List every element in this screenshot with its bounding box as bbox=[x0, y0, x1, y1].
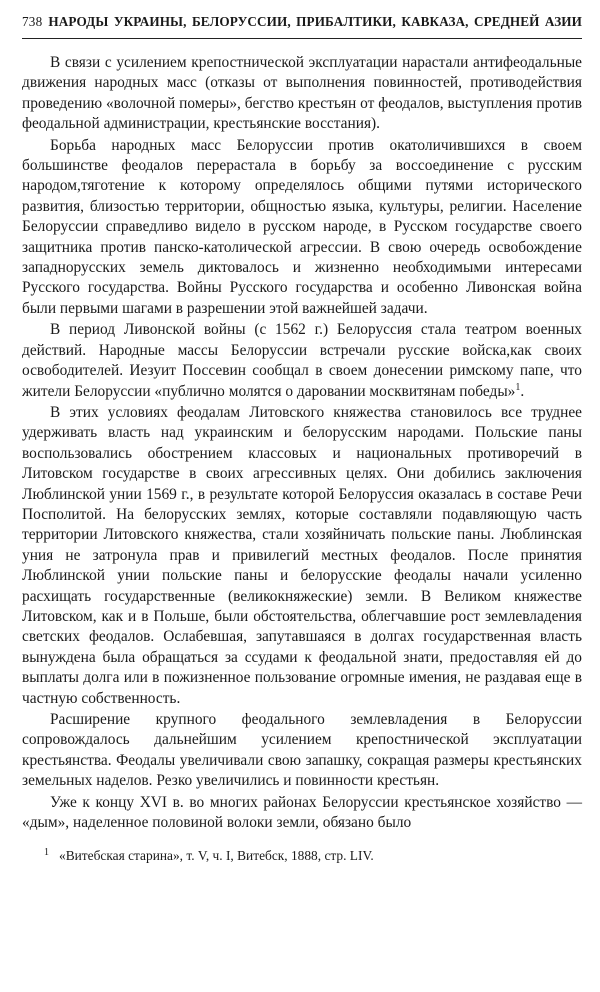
paragraph: Уже к концу XVI в. во многих районах Белоруссии крестьянское хозяйство — «дым», наделенное половиной волоки земли, обязано было bbox=[22, 793, 582, 832]
running-title: НАРОДЫ УКРАИНЫ, БЕЛОРУССИИ, ПРИБАЛТИКИ, КАВКАЗА, СРЕДНЕЙ АЗИИ bbox=[48, 14, 582, 29]
paragraph-with-footnote: В период Ливонской войны (с 1562 г.) Белоруссия стала театром военных действий. Народные массы Белоруссии встречали русские войска,как своих освободителей. Иезуит Поссевин сообщал в своем донесении римскому папе, что жители Белоруссии «публично молятся о даровании москвитянам победы»$^1$. bbox=[22, 321, 582, 400]
footnote-mark: 1 bbox=[44, 846, 49, 858]
footnote-text: «Витебская старина», т. V, ч. I, Витебск, 1888, стр. LIV. bbox=[59, 848, 374, 864]
book-page bbox=[22, 14, 582, 865]
page-number: 738 bbox=[22, 14, 43, 29]
footnote-reference[interactable]: 1 bbox=[515, 381, 521, 393]
footnote bbox=[22, 847, 582, 865]
page-header bbox=[22, 14, 582, 36]
paragraph: В этих условиях феодалам Литовского княжества становилось все труднее удерживать власть над украинским и белорусским народами. Польские паны воспользовались обострением классовых и национальных противоречий в Литовском государстве в своих агрессивных целях. Они добились заключения Люблинской унии 1569 г., в результате которой Белоруссия оказалась в составе Речи Посполитой. На белорусских землях, которые составляли подавляющую часть территории Литовского княжества, стали хозяйничать польские паны. Люблинская уния не затронула прав и привилегий местных феодалов. После принятия Люблинской унии польские паны и белорусские феодалы начали усиленно расхищать государственные (великокняжеские) земли. В Великом княжестве Литовском, как и в Польше, были обстоятельства, облегчавшие рост землевладения светских феодалов. Ослабевшая, запутавшаяся в долгах государственная власть вынуждена была обращаться за ссудами к феодальной знати, предоставляя ей до выплаты долга или в пожизненное пользование огромные имения, не раздавая еще в частную собственность. bbox=[22, 403, 582, 707]
header-rule bbox=[22, 38, 582, 39]
paragraph-text: В период Ливонской войны (с 1562 г.) Белоруссия стала театром военных действий. Народные массы Белоруссии встречали русские войска,как своих освободителей. Иезуит Поссевин сообщал в своем донесении римскому папе, что жители Белоруссии «публично молятся о даровании москвитянам победы» bbox=[22, 321, 582, 400]
paragraph: Расширение крупного феодального землевладения в Белоруссии сопровождалось дальнейшим усилением крепостнической эксплуатации крестьянства. Феодалы увеличивали свою запашку, сокращая размеры крестьянских земельных наделов. Резко увеличились и повинности крестьян. bbox=[22, 711, 582, 790]
paragraph: В связи с усилением крепостнической эксплуатации нарастали антифеодальные движения народных масс (отказы от выполнения повинностей, противодействия проведению «волочной померы», бегство крестьян от феодалов, выступления против феодальной администрации, крестьянские восстания). bbox=[22, 54, 582, 133]
paragraph: Борьба народных масс Белоруссии против окатоличившихся в своем большинстве феодалов перерастала в борьбу за воссоединение с русским народом,тяготение к которому определялось общими путями исторического развития, близостью территории, общностью языка, культуры, религии. Население Белоруссии справедливо видело в русском народе, в Русском государстве своего защитника против панско-католической агрессии. В свою очередь освобождение западнорусских земель диктовалось и жизненно необходимыми интересами Русского государства. Войны Русского государства и особенно Ливонская война были первыми шагами в разрешении этой важнейшей задачи. bbox=[22, 136, 582, 317]
body-text bbox=[22, 53, 582, 833]
